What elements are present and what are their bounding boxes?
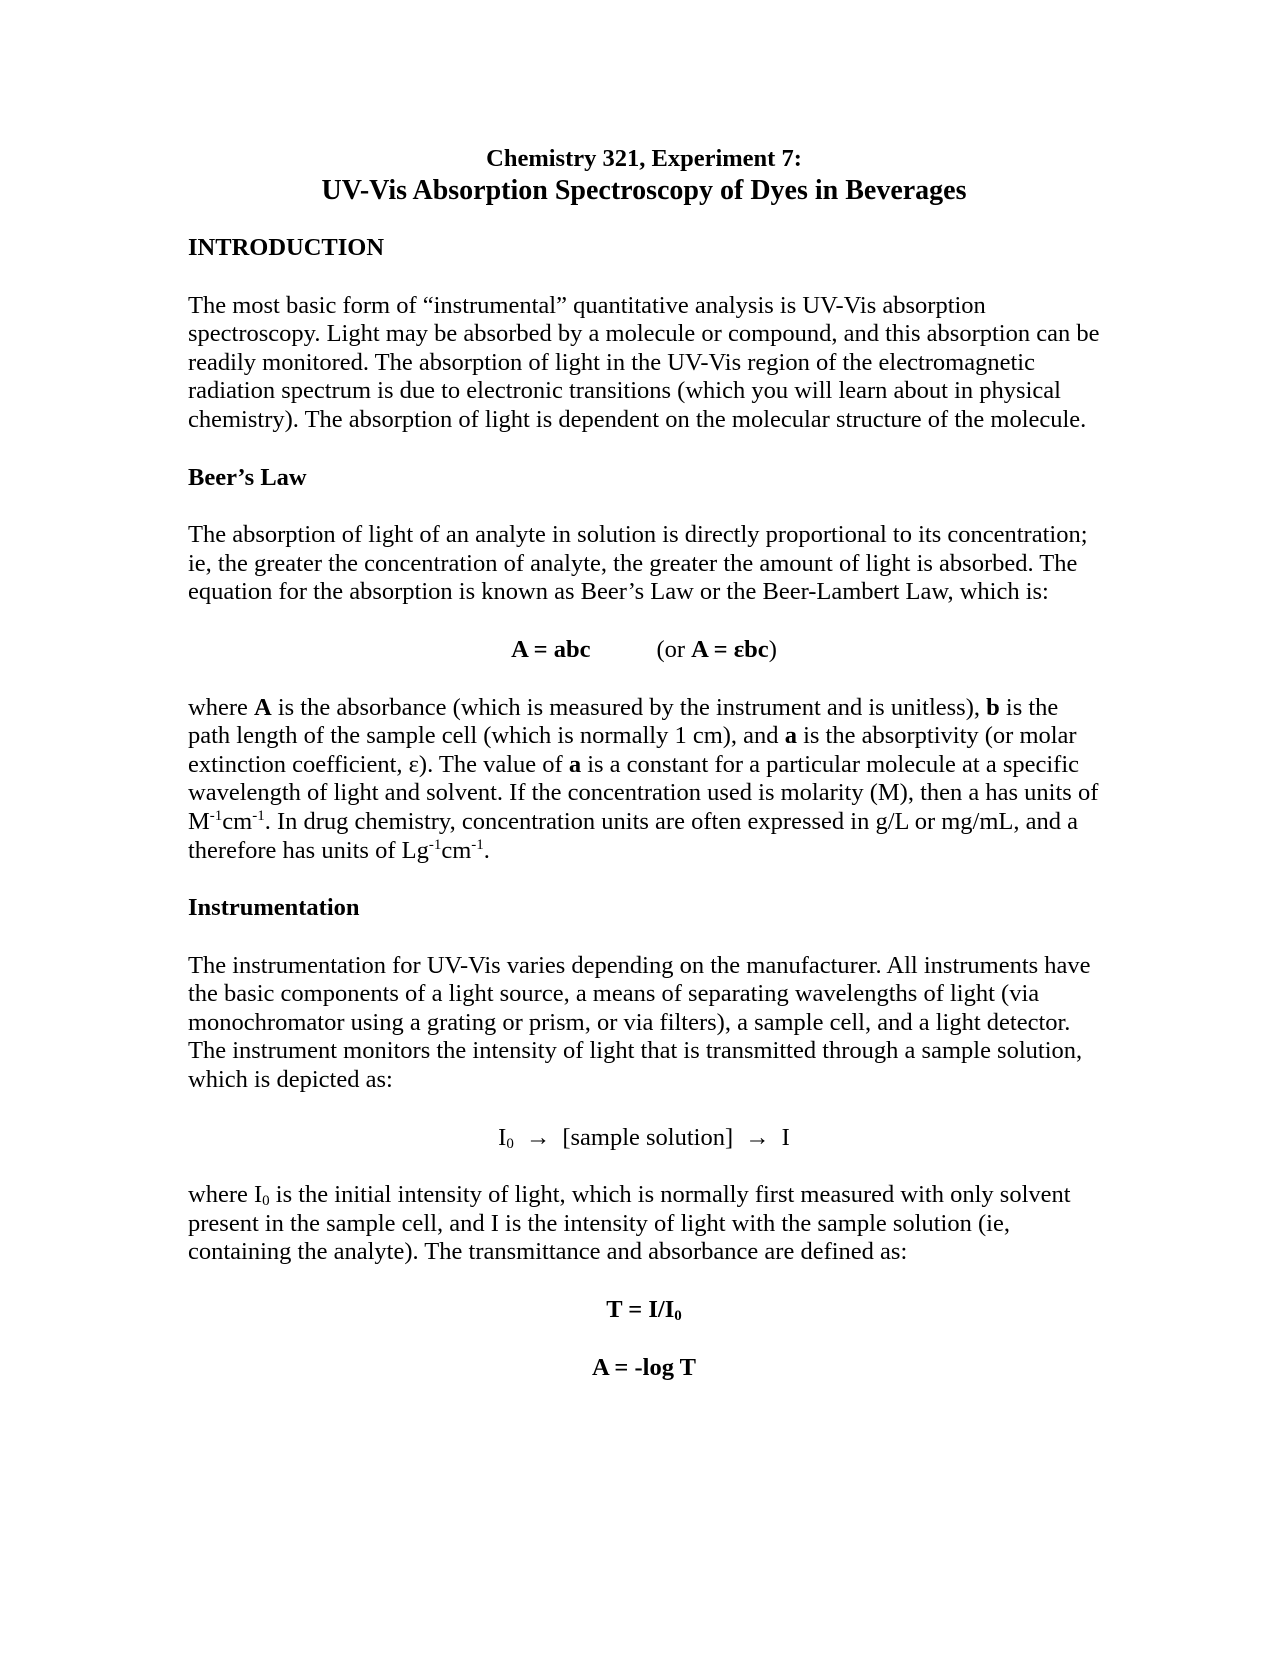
transmittance-equation	[188, 1296, 1100, 1325]
arrow-right-icon: →	[745, 1123, 770, 1151]
instrumentation-paragraph: The instrumentation for UV-Vis varies depending on the manufacturer. All instruments have the basic components of a light source, a means of separating wavelengths of light (via monochromator using a grating or prism, or via filters), a sample cell, and a light detector. The instrument monitors the intensity of light that is transmitted through a sample solution, which is depicted as:	[188, 951, 1091, 1094]
heading-instrumentation: Instrumentation	[188, 894, 360, 922]
light-path-equation	[188, 1124, 1100, 1153]
document-content	[188, 144, 1100, 1411]
heading-beers-law: Beer’s Law	[188, 463, 307, 491]
equation-alt-close: )	[768, 635, 777, 663]
bold-run: a	[784, 722, 797, 750]
subscript: 0	[262, 1193, 270, 1210]
beers-law-equation	[188, 636, 1100, 665]
superscript: -1	[209, 807, 223, 824]
sample-solution-label: [sample solution]	[562, 1123, 734, 1151]
equation-alt-open: (or	[656, 635, 692, 663]
text-run: where	[188, 693, 254, 721]
bold-run: a	[568, 750, 582, 778]
bold-run: A	[253, 693, 272, 721]
text-run: is the path length of the sample cell (which is normally 1 cm), and	[188, 693, 1059, 750]
subscript: 0	[506, 1135, 514, 1152]
heading-introduction: INTRODUCTION	[188, 234, 385, 261]
text-run: is the initial intensity of light, which is normally first measured with only solvent present in the sample cell, and I is the intensity of light with the sample solution (ie, containing the analyte). The transmittance and absorbance are defined as:	[188, 1181, 1071, 1266]
bold-run: b	[986, 693, 1000, 721]
transmittance-text: T = I/I	[606, 1296, 675, 1324]
subscript: 0	[674, 1308, 682, 1325]
equation-ebc: A = εbc	[691, 635, 769, 663]
text-run: is a constant for a particular molecule at a specific wavelength of light and solvent. If the concentration used is molarity (M), then a has units of M	[188, 750, 1099, 835]
text-run: . In drug chemistry, concentration units are often expressed in g/L or mg/mL, and a therefore has units of Lg	[188, 807, 1078, 864]
text-run: cm	[222, 807, 253, 835]
title-block	[188, 144, 1100, 208]
superscript: -1	[252, 807, 265, 824]
arrow-right-icon: →	[525, 1123, 551, 1151]
text-run: cm	[441, 836, 472, 864]
absorbance-equation: A = -log T	[591, 1353, 697, 1381]
intensity-symbol: I	[781, 1123, 790, 1151]
text-run: is the absorbance (which is measured by the instrument and is unitless),	[271, 693, 987, 721]
intensity-paragraph	[188, 1181, 1100, 1267]
experiment-title: UV-Vis Absorption Spectroscopy of Dyes in Beverages	[321, 175, 967, 206]
superscript: -1	[428, 836, 442, 853]
superscript: -1	[471, 836, 484, 853]
intro-paragraph: The most basic form of “instrumental” quantitative analysis is UV-Vis absorption spectroscopy. Light may be absorbed by a molecule or compound, and this absorption can be readily monitored. The absorption of light in the UV-Vis region of the electromagnetic radiation spectrum is due to electronic transitions (which you will learn about in physical chemistry). The absorption of light is dependent on the molecular structure of the molecule.	[188, 291, 1100, 433]
course-title: Chemistry 321, Experiment 7:	[486, 145, 802, 172]
equation-abc: A = abc	[511, 635, 591, 663]
beers-law-paragraph: The absorption of light of an analyte in solution is directly proportional to its concentration; ie, the greater the concentration of analyte, the greater the amount of light is absorbed. The equation for the absorption is known as Beer’s Law or the Beer-Lambert Law, which is:	[188, 521, 1088, 606]
text-run: where I	[188, 1181, 263, 1209]
variables-paragraph	[188, 694, 1100, 866]
initial-intensity-symbol: I	[498, 1123, 507, 1151]
text-run: .	[483, 836, 490, 864]
text-run: is the absorptivity (or molar extinction coefficient, ε). The value of	[188, 722, 1077, 778]
